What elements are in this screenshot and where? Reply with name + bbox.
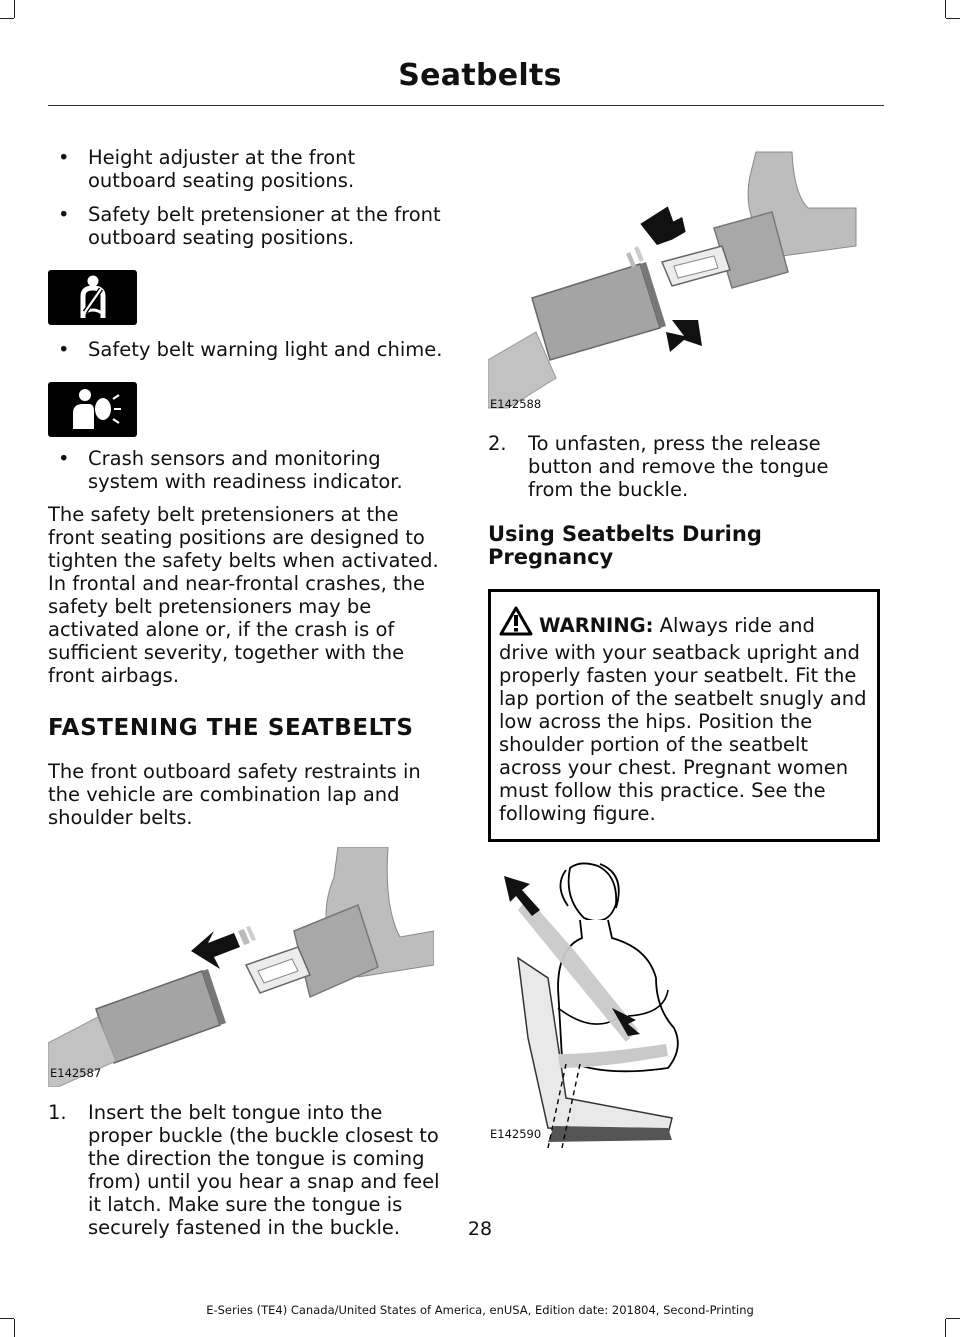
list-item: • Safety belt pretensioner at the front outboard seating positions.: [58, 203, 441, 249]
bullet-text: Height adjuster at the front outboard seating positions.: [88, 146, 356, 192]
step-number: 1.: [48, 1101, 67, 1124]
pregnancy-seatbelt-figure: [488, 858, 688, 1148]
bullet-text: Safety belt warning light and chime.: [88, 338, 443, 361]
page-number: 28: [467, 1218, 493, 1240]
right-column: [488, 146, 880, 1148]
section-heading: FASTENING THE SEATBELTS: [48, 715, 414, 741]
crop-mark: [14, 1319, 15, 1337]
airbag-icon: [48, 382, 137, 437]
crop-mark: [14, 0, 15, 18]
bullet-text: Crash sensors and monitoring system with readiness indicator.: [88, 447, 403, 493]
figure-code: E142588: [490, 397, 542, 411]
left-column: [48, 146, 448, 1239]
crop-mark: [946, 18, 960, 19]
list-item: • Safety belt warning light and chime.: [58, 338, 443, 361]
seatbelt-warning-icon: [48, 270, 137, 325]
step-text: Insert the belt tongue into the proper buckle (the buckle closest to the direction the tongue is coming from) until you hear a snap and feel it latch. Make sure the tongue is securely fastened in the buckle.: [88, 1101, 440, 1239]
page-title: Seatbelts: [398, 58, 562, 93]
crop-mark: [946, 1318, 960, 1319]
figure-code: E142587: [50, 1066, 102, 1080]
subheading: Using Seatbelts During Pregnancy: [488, 522, 762, 569]
crop-mark: [0, 18, 14, 19]
header-divider: [48, 105, 884, 106]
buckle-release-figure: [488, 146, 864, 418]
paragraph-pretensioners: The safety belt pretensioners at the front seating positions are designed to tighten the safety belts when activated. In frontal and near-frontal crashes, the safety belt pretensioners may be activated alone or, if the crash is of sufficient severity, together with the front airbags.: [48, 503, 439, 687]
list-item: [488, 432, 880, 501]
paragraph-restraints: The front outboard safety restraints in the vehicle are combination lap and shoulder belts.: [48, 760, 421, 829]
warning-triangle-icon: [499, 606, 539, 641]
footer-edition: E-Series (TE4) Canada/United States of America, enUSA, Edition date: 201804, Second-Printing: [206, 1303, 754, 1317]
warning-text: Always ride and drive with your seatback upright and properly fasten your seatbelt. Fit the lap portion of the seatbelt snugly and low across the hips. Position the shoulder portion of the seatbelt across your chest. Pregnant women must follow this practice. See the following figure.: [499, 614, 867, 825]
warning-label: WARNING:: [539, 614, 654, 637]
warning-box: [488, 589, 880, 842]
step-number: 2.: [488, 432, 507, 455]
crop-mark: [945, 1319, 946, 1337]
step-text: To unfasten, press the release button and remove the tongue from the buckle.: [528, 432, 829, 501]
buckle-insert-figure: [48, 847, 434, 1087]
crop-mark: [0, 1318, 14, 1319]
crop-mark: [945, 0, 946, 18]
bullet-text: Safety belt pretensioner at the front outboard seating positions.: [88, 203, 441, 249]
figure-code: E142590: [490, 1127, 542, 1141]
list-item: • Height adjuster at the front outboard seating positions.: [58, 146, 356, 192]
list-item: • Crash sensors and monitoring system with readiness indicator.: [58, 447, 403, 493]
